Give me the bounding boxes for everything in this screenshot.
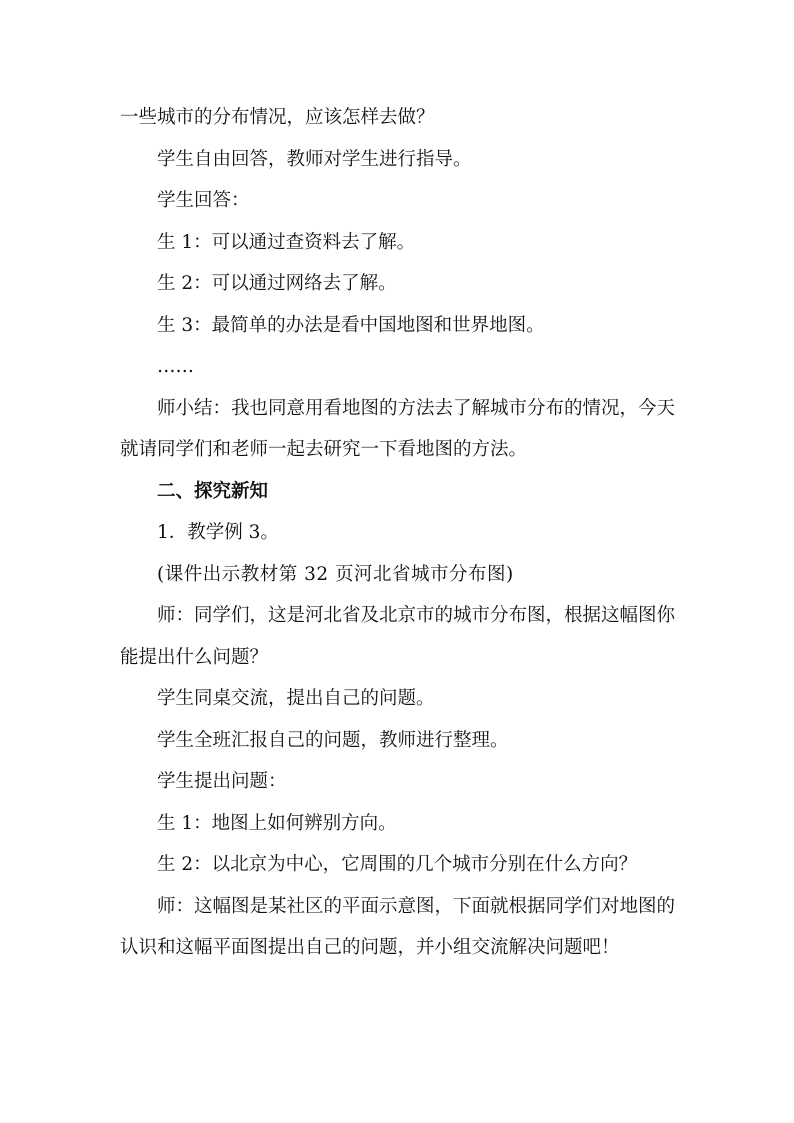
paragraph-student-1-answer: 生 1：可以通过查资料去了解。 bbox=[157, 231, 416, 253]
paragraph-teacher-instruction: 师：这幅图是某社区的平面示意图，下面就根据同学们对地图的认识和这幅平面图提出自己的问题，并小组交流解决问题吧！ bbox=[120, 895, 676, 958]
paragraph-class-report: 学生全班汇报自己的问题，教师进行整理。 bbox=[157, 729, 509, 751]
paragraph-student-2-answer: 生 2：可以通过网络去了解。 bbox=[157, 273, 397, 294]
paragraph-student-3-answer: 生 3：最简单的办法是看中国地图和世界地图。 bbox=[157, 314, 545, 336]
paragraph-free-answer: 学生自由回答，教师对学生进行指导。 bbox=[157, 148, 472, 170]
section-heading-explore: 二、探究新知 bbox=[157, 480, 269, 502]
paragraph-student-1-question: 生 1：地图上如何辨别方向。 bbox=[157, 812, 397, 834]
paragraph-student-2-question: 生 2：以北京为中心，它周围的几个城市分别在什么方向？ bbox=[157, 854, 638, 875]
paragraph-courseware-note: (课件出示教材第 32 页河北省城市分布图) bbox=[157, 563, 514, 585]
paragraph-teacher-summary: 师小结：我也同意用看地图的方法去了解城市分布的情况，今天就请同学们和老师一起去研究一下看地图的方法。 bbox=[120, 397, 676, 460]
paragraph-student-questions-label: 学生提出问题： bbox=[157, 771, 287, 792]
paragraph-teacher-question: 师：同学们，这是河北省及北京市的城市分布图，根据这幅图你能提出什么问题？ bbox=[120, 605, 676, 668]
paragraph-example-3: 1．教学例 3。 bbox=[157, 522, 279, 543]
paragraph-continuation: 一些城市的分布情况，应该怎样去做？ bbox=[120, 107, 435, 128]
paragraph-ellipsis: …… bbox=[157, 356, 194, 377]
paragraph-desk-discussion: 学生同桌交流，提出自己的问题。 bbox=[157, 688, 435, 709]
paragraph-student-answer-label: 学生回答： bbox=[157, 190, 250, 211]
document-body bbox=[120, 97, 680, 969]
